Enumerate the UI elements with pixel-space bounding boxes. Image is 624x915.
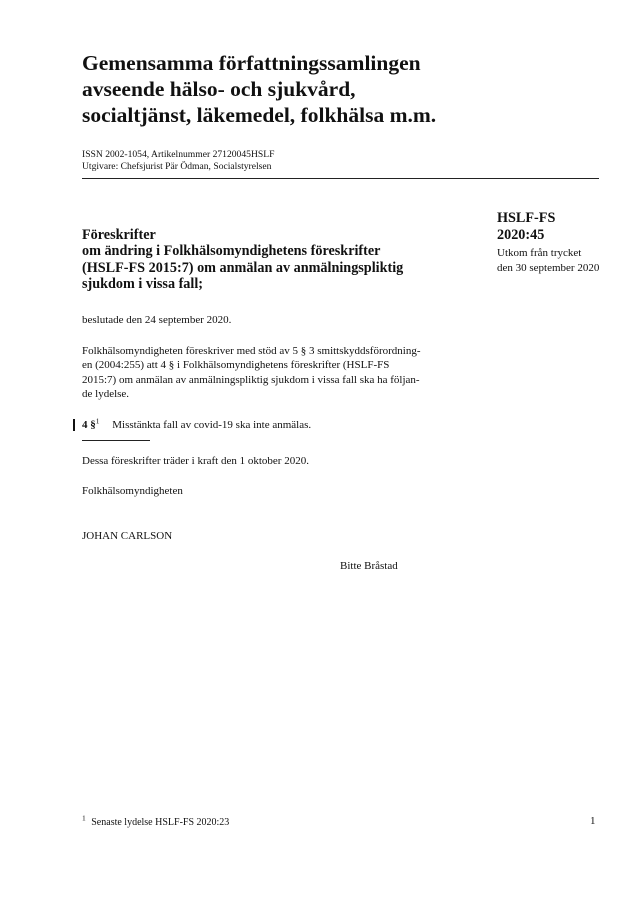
authority-name: Folkhälsomyndigheten xyxy=(82,485,183,497)
page-number: 1 xyxy=(590,815,596,827)
preamble-line: 2015:7) om anmälan av anmälningspliktig sjukdom i vissa fall ska ha följan- xyxy=(82,373,420,386)
series-issue: 2020:45 xyxy=(497,227,545,243)
published-date: den 30 september 2020 xyxy=(497,261,600,274)
regulation-title xyxy=(82,227,482,292)
signatory-director: JOHAN CARLSON xyxy=(82,530,173,542)
collection-title-line: socialtjänst, läkemedel, folkhälsa m.m. xyxy=(82,103,437,127)
regulation-title-line: om ändring i Folkhälsomyndighetens föreskrifter xyxy=(82,243,381,260)
paragraph-divider xyxy=(82,440,150,441)
header-divider xyxy=(82,178,599,179)
publication-date xyxy=(497,246,599,275)
preamble-line: Folkhälsomyndigheten föreskriver med stöd av 5 § 3 smittskyddsförordning- xyxy=(82,345,421,357)
footnote xyxy=(82,813,230,829)
footnote-text: Senaste lydelse HSLF-FS 2020:23 xyxy=(91,817,230,828)
signatory-officer: Bitte Bråstad xyxy=(340,560,398,572)
footnote-number: 1 xyxy=(82,813,86,823)
collection-title-line: Gemensamma författningssamlingen xyxy=(82,51,421,75)
collection-title xyxy=(82,50,542,128)
regulation-title-line: sjukdom i vissa fall; xyxy=(82,275,204,292)
publisher-line: Utgivare: Chefsjurist Pär Ödman, Socialstyrelsen xyxy=(82,161,272,172)
entry-into-force: Dessa föreskrifter träder i kraft den 1 oktober 2020. xyxy=(82,455,309,467)
preamble xyxy=(82,344,475,401)
collection-title-line: avseende hälso- och sjukvård, xyxy=(82,77,356,101)
footnote-reference[interactable]: 1 xyxy=(95,416,100,426)
paragraph-text: Misstänkta fall av covid-19 ska inte anmälas. xyxy=(112,419,312,431)
regulation-title-line: (HSLF-FS 2015:7) om anmälan av anmälningspliktig xyxy=(82,259,404,276)
preamble-line: de lydelse. xyxy=(82,387,130,400)
published-label: Utkom från trycket xyxy=(497,247,582,259)
regulation-title-line: Föreskrifter xyxy=(82,227,156,243)
series-code: HSLF-FS xyxy=(497,210,556,226)
paragraph-label: 4 § xyxy=(82,419,96,431)
paragraph-4 xyxy=(82,418,475,432)
decision-date: beslutade den 24 september 2020. xyxy=(82,314,232,326)
series-number xyxy=(497,210,555,244)
change-marker xyxy=(73,419,75,431)
issn-line: ISSN 2002-1054, Artikelnummer 27120045HSLF xyxy=(82,149,275,160)
preamble-line: en (2004:255) att 4 § i Folkhälsomyndighetens föreskrifter (HSLF-FS xyxy=(82,359,390,372)
